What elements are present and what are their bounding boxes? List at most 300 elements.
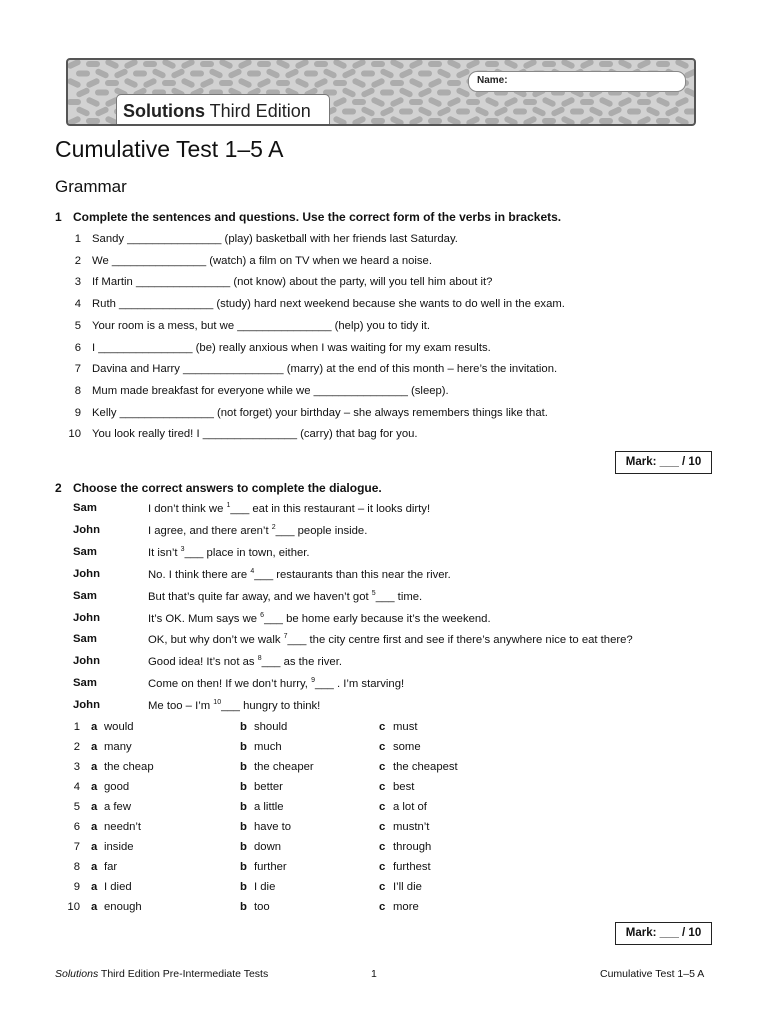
dialogue-after[interactable]: ___ be home early because it’s the weekend. [264,612,491,625]
banner-bean [542,118,556,124]
question-text[interactable]: Your room is a mess, but we _______________ (help) you to tidy it. [92,319,431,332]
dialogue-text [148,633,633,646]
option-letter-a: a [91,801,98,813]
brand-rest: Third Edition [205,101,311,121]
banner-bean [352,99,366,105]
banner-bean [456,109,470,115]
banner-bean [208,68,223,79]
banner-bean [418,71,432,77]
gap-number: 10 [213,699,222,707]
dialogue-before: I don’t think we [148,503,227,515]
banner-bean [427,77,442,88]
banner-bean [389,60,404,70]
banner-bean [75,87,90,98]
banner-bean [466,99,480,105]
banner-bean [542,61,556,67]
banner-bean [227,68,242,79]
gap-number: 2 [271,523,276,531]
option-letter-b: b [240,821,247,833]
option-row [55,901,695,917]
banner-bean [342,109,356,115]
brand-logo [116,94,330,125]
dialogue-line [73,699,713,715]
banner-bean [180,60,195,70]
option-c[interactable]: best [393,781,415,793]
speaker-name: John [73,611,100,624]
banner-bean [655,96,670,107]
banner-bean [68,60,82,70]
option-letter-c: c [379,901,386,913]
dialogue-text [148,568,451,581]
banner-bean [398,68,413,79]
exercise-1-text: Complete the sentences and questions. Use the correct form of the verbs in brackets. [73,210,562,224]
banner-bean [95,90,109,96]
banner-bean [162,80,176,86]
question-row [55,385,715,401]
banner-bean [218,60,233,70]
speaker-name: Sam [73,545,97,558]
banner-bean [579,115,594,124]
option-a[interactable]: needn’t [104,821,142,833]
gap-number: 3 [180,545,185,553]
banner-bean [693,77,694,88]
banner-bean [503,115,518,124]
banner-bean [674,115,689,124]
dialogue-line [73,502,713,518]
banner-bean [371,118,385,124]
banner-bean [294,77,309,88]
dialogue-line [73,655,713,671]
question-number: 1 [74,233,81,245]
dialogue-text [148,677,404,690]
banner-bean [417,87,432,98]
option-letter-c: c [379,741,386,753]
banner-bean [399,109,413,115]
banner-bean [560,60,575,70]
dialogue-line [73,590,713,606]
banner-bean [683,87,694,98]
banner-bean [314,61,328,67]
dialogue-after[interactable]: ___ people inside. [275,524,368,537]
banner-bean [465,60,480,70]
option-b[interactable]: I die [254,881,276,893]
option-row [55,721,695,737]
banner-bean [322,68,337,79]
banner-bean [380,90,394,96]
banner-bean [170,68,185,79]
option-number: 2 [73,741,80,753]
question-row [55,342,715,358]
dialogue-text [148,502,430,515]
dialogue-after[interactable]: ___ place in town, either. [184,546,310,559]
speaker-name: Sam [73,633,97,646]
banner-bean [190,71,204,77]
question-text[interactable]: Sandy _______________ (play) basketball with her friends last Saturday. [92,233,458,245]
banner-bean [332,96,347,107]
option-c[interactable]: mustn’t [393,821,430,833]
banner-bean [636,60,651,70]
banner-bean [379,68,394,79]
question-row [55,276,715,292]
option-number: 3 [73,761,80,773]
speaker-name: Sam [73,677,97,690]
banner-bean [570,109,584,115]
banner-bean [408,115,423,124]
question-text[interactable]: We _______________ (watch) a film on TV when we heard a noise. [92,254,432,267]
option-number: 4 [73,781,80,793]
banner-bean [627,109,641,115]
banner-bean [123,77,138,88]
dialogue-line [73,612,713,628]
question-row [55,298,715,314]
option-b[interactable]: much [254,741,282,753]
banner-bean [617,115,632,124]
banner-bean [276,80,290,86]
banner-bean [313,77,328,88]
speaker-name: Sam [73,502,97,514]
option-b[interactable]: the cheaper [254,761,314,773]
option-b[interactable]: should [254,721,288,733]
banner-bean [219,80,233,86]
banner-bean [522,115,537,124]
banner-bean [256,77,271,88]
option-letter-a: a [91,761,98,773]
option-letter-b: b [240,721,247,733]
gap-number: 1 [226,502,231,509]
exercise-2-instruction [55,481,655,497]
option-letter-c: c [379,801,386,813]
banner-bean [636,115,651,124]
option-a[interactable]: I died [104,881,132,893]
banner-bean [265,68,280,79]
banner-bean [142,77,157,88]
banner-bean [85,96,100,107]
option-a[interactable]: far [104,861,118,873]
banner-bean [304,71,318,77]
option-a[interactable]: many [104,741,132,753]
option-letter-b: b [240,741,247,753]
option-a[interactable]: a few [104,801,132,813]
footer-left [55,968,268,980]
banner-bean [199,77,214,88]
banner-bean [523,99,537,105]
option-row [55,801,695,817]
banner-bean [284,68,299,79]
gap-number: 7 [283,633,288,641]
gap-number: 9 [311,677,315,685]
option-a[interactable]: inside [104,841,134,853]
option-row [55,841,695,857]
option-letter-b: b [240,881,247,893]
banner-bean [379,106,394,117]
banner-bean [68,115,82,124]
banner-bean [474,106,489,117]
question-row [55,233,715,249]
option-letter-a: a [91,741,98,753]
question-number: 8 [74,384,81,397]
banner-bean [674,60,689,70]
banner-bean [86,118,100,124]
gap-number: 6 [260,611,265,619]
exercise-1-mark-box: Mark: ___ / 10 [615,451,712,474]
gap-number: 5 [371,589,376,597]
option-letter-c: c [379,781,386,793]
banner-bean [370,96,385,107]
banner-bean [617,96,632,107]
banner-bean [275,60,290,70]
banner-bean [427,96,442,107]
dialogue-text [148,612,491,625]
option-c[interactable]: through [393,841,432,853]
banner-bean [133,71,147,77]
dialogue-line [73,524,713,540]
gap-number: 8 [257,655,262,663]
speaker-name: John [73,567,100,580]
banner-bean [645,106,660,117]
option-number: 1 [73,721,80,733]
brand-text [123,101,311,122]
banner-bean [333,80,347,86]
dialogue-after[interactable]: ___ the city centre first and see if there’s anywhere nice to eat there? [287,634,633,647]
option-a[interactable]: enough [104,901,142,913]
question-row [55,407,715,423]
question-text[interactable]: You look really tired! I _______________ (carry) that bag for you. [92,428,418,441]
dialogue-after[interactable]: ___ restaurants than this near the river. [254,568,451,581]
question-number: 3 [74,276,81,289]
dialogue-before: It isn’t [148,546,181,559]
dialogue-after[interactable]: ___ as the river. [261,656,342,669]
option-b[interactable]: better [254,781,283,793]
option-number: 6 [73,821,80,833]
banner-bean [693,60,694,70]
question-text[interactable]: I _______________ (be) really anxious when I was waiting for my exam results. [92,341,491,354]
option-a[interactable]: good [104,781,130,793]
banner-bean [446,115,461,124]
dialogue-before: Come on then! If we don’t hurry, [148,678,312,691]
option-letter-c: c [379,861,386,873]
option-row [55,781,695,797]
banner-bean [436,68,451,79]
banner-bean [257,61,271,67]
option-number: 7 [73,841,80,853]
speaker-name: John [73,699,100,712]
dialogue-text [148,546,310,559]
banner-bean [560,115,575,124]
banner-bean [94,68,109,79]
dialogue-before: Good idea! It’s not as [148,656,258,669]
banner-bean [684,109,694,115]
option-row [55,861,695,877]
banner-bean [113,68,128,79]
gap-number: 4 [250,567,255,575]
question-number: 4 [74,298,81,311]
option-letter-b: b [240,761,247,773]
page-number: 1 [371,968,377,980]
dialogue-after[interactable]: ___ eat in this restaurant – it looks dirty! [230,503,431,515]
banner-bean [294,60,309,70]
question-text[interactable]: Kelly _______________ (not forget) your birthday – she always remembers things like that. [92,406,548,419]
dialogue-before: No. I think there are [148,568,251,581]
banner-bean [105,80,119,86]
option-letter-b: b [240,801,247,813]
banner-bean [503,60,518,70]
option-b[interactable]: down [254,841,282,853]
banner-bean [693,115,694,124]
option-number: 5 [73,801,80,813]
question-number: 6 [74,341,81,354]
banner-bean [541,96,556,107]
footer-right: Cumulative Test 1–5 A [600,968,705,980]
name-label: Name: [477,75,508,86]
banner-bean [607,106,622,117]
banner-bean [161,60,176,70]
banner-bean [180,77,195,88]
banner-bean [503,96,518,107]
option-letter-c: c [379,841,386,853]
option-letter-a: a [91,721,98,733]
dialogue-line [73,546,713,562]
question-number: 5 [74,319,81,332]
banner-bean [599,118,613,124]
banner-bean [560,96,575,107]
banner-bean [588,106,603,117]
banner-bean [484,96,499,107]
option-letter-a: a [91,841,98,853]
banner-bean [437,90,451,96]
banner-bean [455,87,470,98]
banner-bean [447,80,461,86]
brand-bold: Solutions [123,101,205,121]
dialogue-after[interactable]: ___ time. [375,590,423,603]
banner-bean [579,60,594,70]
dialogue-line [73,633,713,649]
option-letter-c: c [379,721,386,733]
banner-bean [85,77,100,88]
banner-bean [598,96,613,107]
dialogue-before: It’s OK. Mum says we [148,612,261,625]
option-b[interactable]: have to [254,821,292,833]
exercise-1-number: 1 [55,210,62,224]
exercise-2-text: Choose the correct answers to complete the dialogue. [73,481,382,495]
banner-bean [143,61,157,67]
banner-bean [351,60,366,70]
dialogue-before: But that’s quite far away, and we haven’t got [148,590,372,603]
banner-bean [436,106,451,117]
banner-bean [656,118,670,124]
question-number: 9 [74,406,81,419]
banner-bean [68,99,81,105]
banner-bean [94,106,109,117]
banner-bean [371,61,385,67]
name-field[interactable] [468,71,686,92]
option-row [55,761,695,777]
option-letter-a: a [91,821,98,833]
banner-bean [664,106,679,117]
banner-bean [341,87,356,98]
dialogue-text [148,699,320,712]
banner-bean [75,106,90,117]
question-text[interactable]: Davina and Harry ________________ (marry) at the end of this month – here’s the invitation. [92,363,558,376]
banner-bean [656,61,670,67]
question-text[interactable]: Mum made breakfast for everyone while we _______________ (sleep). [92,384,449,397]
banner-bean [361,71,375,77]
banner-bean [428,61,442,67]
option-b[interactable]: a little [254,801,284,813]
banner-bean [86,61,100,67]
question-text[interactable]: Ruth _______________ (study) hard next weekend because she wants to do well in the exam. [92,298,565,311]
exercise-1-instruction [55,210,655,226]
banner-bean [247,71,261,77]
option-a[interactable]: would [104,721,134,733]
banner-bean [360,87,375,98]
footer-book: Third Edition Pre-Intermediate Tests [98,968,269,980]
option-c[interactable]: the cheapest [393,761,458,773]
exercise-2-number: 2 [55,481,62,495]
option-c[interactable]: must [393,721,418,733]
option-letter-a: a [91,881,98,893]
question-row [55,255,715,271]
dialogue-text [148,590,422,603]
banner-bean [389,115,404,124]
question-text[interactable]: If Martin _______________ (not know) about the party, will you tell him about it? [92,276,493,289]
banner-bean [637,99,651,105]
dialogue-line [73,568,713,584]
option-letter-c: c [379,821,386,833]
question-row [55,320,715,336]
banner-bean [465,115,480,124]
banner-bean [408,77,423,88]
banner-bean [332,60,347,70]
option-number: 10 [67,901,80,913]
option-letter-a: a [91,861,98,873]
question-number: 2 [74,254,81,267]
banner-bean [351,115,366,124]
option-c[interactable]: furthest [393,861,431,873]
option-c[interactable]: I’ll die [393,881,422,893]
banner-bean [485,61,499,67]
option-row [55,821,695,837]
footer-series: Solutions [55,968,99,980]
banner-bean [493,106,508,117]
option-b[interactable]: further [254,861,287,873]
section-title: Grammar [55,177,127,196]
dialogue-before: OK, but why don’t we walk [148,634,284,647]
banner-bean [200,61,214,67]
option-letter-b: b [240,841,247,853]
banner-bean [599,61,613,67]
dialogue-after[interactable]: ___ hungry to think! [221,700,321,713]
option-a[interactable]: the cheap [104,761,154,773]
speaker-name: John [73,655,100,668]
option-letter-b: b [240,781,247,793]
dialogue-after[interactable]: ___ . I’m starving! [314,678,405,691]
option-row [55,881,695,897]
option-letter-c: c [379,761,386,773]
option-row [55,741,695,757]
option-c[interactable]: more [393,901,419,913]
question-number: 10 [68,428,81,441]
banner-bean [408,60,423,70]
option-c[interactable]: a lot of [393,801,427,813]
option-letter-a: a [91,781,98,793]
dialogue-line [73,677,713,693]
banner-bean [617,60,632,70]
banner-bean [531,106,546,117]
option-c[interactable]: some [393,741,421,753]
option-b[interactable]: too [254,901,270,913]
question-number: 7 [74,363,81,376]
banner-bean [580,99,594,105]
